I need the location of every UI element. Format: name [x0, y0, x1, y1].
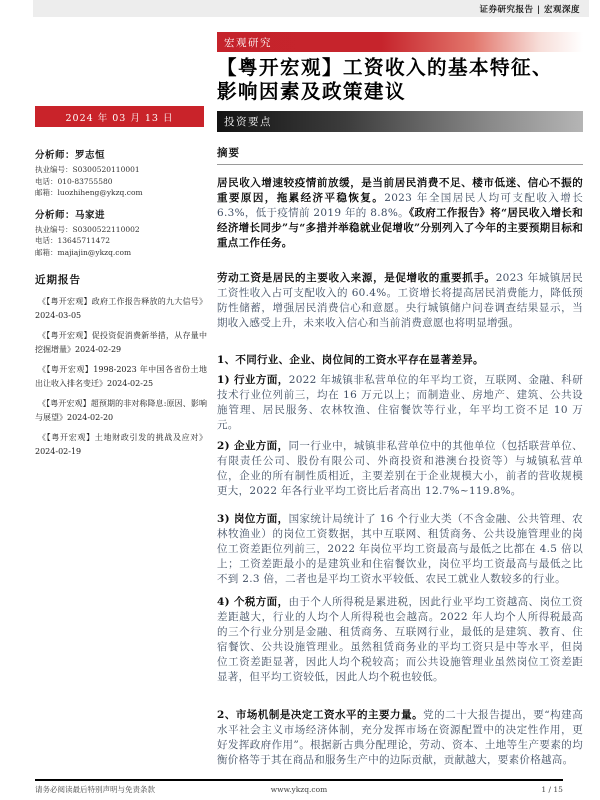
analyst-phone: 电话：13645711472: [35, 236, 110, 245]
abstract-heading: 摘要: [217, 145, 583, 165]
section-heading-paragraph: [217, 353, 583, 368]
paragraph-segment: 2022 年城镇非私营单位的年平均工资，互联网、金融、科研技术行业位列前三，均在 16 万元以上；而制造业、房地产、建筑、公共设施管理、居民服务、农林牧渔、住宿餐饮等行业，年平均工资不足 10 万元。: [217, 374, 583, 431]
recent-reports-heading: 近期报告: [35, 274, 81, 286]
paragraph-segment: 2) 企业方面，: [217, 440, 289, 452]
abstract-paragraph: [217, 176, 583, 251]
page-number: 1 / 15: [541, 785, 563, 794]
paragraph-segment: 《政府工作报告》将“居民收入增长和经济增长同步”与“多措并举稳就业促增收”分别列入了今年的主要预期目标和重点工作任务。: [217, 207, 583, 249]
recent-report-link[interactable]: 《【粤开宏观】1998-2023 年中国各省份土地出让收入排名变迁》2024-02-25: [35, 365, 207, 388]
abstract-paragraph: [217, 373, 583, 433]
section-label: 投资要点: [224, 116, 272, 128]
paragraph-segment: 2023 年城镇居民工资性收入占可支配收入的 60.4%。工资增长将提高居民消费能力，降低预防性储蓄，增强居民消费信心和意愿。央行城镇储户问卷调查结果显示，当期收入感受上升，未来收入信心和当前消费意愿也将明显增强。: [217, 272, 584, 329]
report-date: 2024 年 03 月 13 日: [35, 106, 204, 127]
category-label: 宏观研究: [224, 36, 272, 49]
section-banner: [217, 111, 583, 132]
abstract-paragraph: [217, 439, 583, 499]
abstract-paragraph: [217, 271, 583, 331]
top-band: [33, 0, 589, 17]
paragraph-segment: 2、市场机制是决定工资水平的主要力量。: [217, 709, 424, 721]
main-column: [217, 32, 583, 768]
analyst-email[interactable]: 邮箱：luozhiheng@ykzq.com: [35, 188, 143, 197]
report-type-label: 证券研究报告 | 宏观深度: [479, 4, 580, 15]
paragraph-segment: 1、不同行业、企业、岗位间的工资水平存在显著差异。: [217, 354, 484, 366]
paragraph-segment: 国家统计局统计了 16 个行业大类（不含金融、公共管理、农林牧渔业）的岗位工资数据，其中互联网、租赁商务、公共设施管理业的岗位工资差距位列前三，2022 年岗位平均工资最高与最低之比都在 4.5 倍以上；工资差距最小的是建筑业和住宿餐饮业，岗位平均工资最高与最低之比不到 2.3 倍，二者也是平均工资水平较低、农民工就业人数较多的行业。: [217, 513, 583, 585]
paragraph-segment: 由于个人所得税是累进税，因此行业平均工资越高、岗位工资差距越大，行业的人均个人所得税也会越高。2022 年人均个人所得税最高的三个行业分别是金融、租赁商务、互联网行业，最低的是建筑、教育、住宿餐饮、公共设施管理业。虽然租赁商务业的平均工资只是中等水平，但岗位工资差距显著，因此人均个税较高；而公共设施管理业虽然岗位工资差距显著，但平均工资较低，因此人均个税也较低。: [217, 596, 583, 683]
recent-report-link[interactable]: 《【粤开宏观】促投资促消费新举措，从存量中挖掘增量》2024-02-29: [35, 331, 207, 354]
abstract-paragraph: [217, 512, 583, 587]
page-footer: [35, 779, 563, 795]
analyst-license: 执业编号：S0300520110001: [35, 165, 140, 174]
recent-report-link[interactable]: 《【粤开宏观】土地财政引发的挑战及应对》2024-02-19: [35, 433, 207, 456]
recent-report-link[interactable]: 《【粤开宏观】政府工作报告释放的九大信号》2024-03-05: [35, 297, 207, 320]
analyst-phone: 电话：010-83755580: [35, 176, 113, 186]
website-link[interactable]: www.ykzq.com: [270, 785, 328, 794]
sidebar: [35, 147, 207, 465]
analyst-block: [35, 147, 207, 199]
paragraph-segment: 居民收入增速较疫情前放缓，是当前居民消费不足、楼市低迷、信心不振的重要原因，拖累经济平稳恢复。: [217, 177, 583, 204]
paragraph-segment: 1) 行业方面，: [217, 374, 289, 386]
abstract-paragraph: [217, 595, 583, 685]
page-title: [217, 56, 583, 104]
analyst-block: [35, 207, 207, 259]
paragraph-segment: 3) 岗位方面，: [217, 513, 289, 525]
paragraph-segment: 4) 个税方面，: [217, 596, 289, 608]
paragraph-segment: 劳动工资是居民的主要收入来源，是促增收的重要抓手。: [217, 272, 496, 284]
category-banner: [217, 32, 583, 52]
section-heading-paragraph: [217, 708, 583, 768]
disclaimer-note: 请务必阅读最后特别声明与免责条款: [35, 785, 155, 794]
title-line-2: 影响因素及政策建议: [217, 80, 407, 103]
analyst-email[interactable]: 邮箱：majiajin@ykzq.com: [35, 247, 132, 257]
analyst-name: 分析师：罗志恒: [35, 150, 106, 161]
paragraph-segment: 同一行业中，城镇非私营单位中的其他单位（包括联营单位、有限责任公司、股份有限公司、外商投资和港澳台投资等）与城镇私营单位，企业的所有制性质相近，主要差别在于企业规模大小，前者的营收规模更大，2022 年各行业平均工资比后者高出 12.7%~119.8%。: [217, 440, 583, 497]
paragraph-segment: 2023 年全国居民人均可支配收入增长 6.3%，低于疫情前 2019 年的 8.8%。: [217, 192, 583, 219]
analyst-license: 执业编号：S0300522110002: [35, 224, 140, 234]
paragraph-segment: 党的二十大报告提出，要“构建高水平社会主义市场经济体制，充分发挥市场在资源配置中的决定性作用，更好发挥政府作用”。根据新古典分配理论，劳动、资本、土地等生产要素的均衡价格等于其在商品和服务生产中的边际贡献，贡献越大，要素价格越高。: [217, 709, 583, 766]
recent-report-link[interactable]: 《【粤开宏观】超预期的非对称降息:原因、影响与展望》2024-02-20: [35, 399, 207, 422]
analyst-name: 分析师：马家进: [35, 209, 106, 221]
title-line-1: 【粤开宏观】工资收入的基本特征、: [217, 56, 554, 79]
